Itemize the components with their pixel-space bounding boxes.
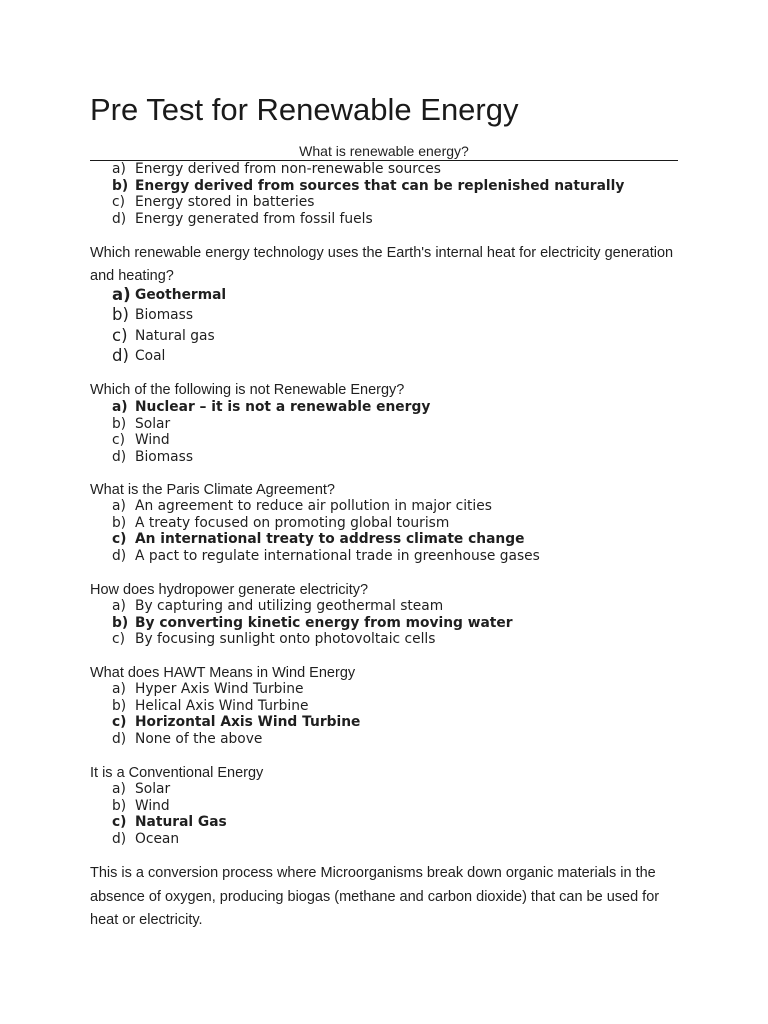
option-letter: c) xyxy=(112,814,127,831)
option-letter: c) xyxy=(112,631,125,648)
option-letter: b) xyxy=(112,614,129,631)
option-letter: a) xyxy=(112,498,126,514)
option-text: Biomass xyxy=(135,448,194,465)
option-text: Energy derived from sources that can be replenished naturally xyxy=(135,177,625,194)
option-text: Helical Axis Wind Turbine xyxy=(135,697,309,714)
option-letter: a) xyxy=(112,399,128,415)
option-text: Natural Gas xyxy=(135,814,227,831)
option-text: By focusing sunlight onto photovoltaic cells xyxy=(135,631,436,648)
question-3-text: Which of the following is not Renewable Energy? xyxy=(90,382,405,398)
option-text: Energy stored in batteries xyxy=(135,194,315,211)
option-text: Natural gas xyxy=(135,327,215,344)
page-title: Pre Test for Renewable Energy xyxy=(90,92,519,127)
question-2-text: Which renewable energy technology uses the Earth's internal heat for electricity generation and heating? xyxy=(90,245,674,284)
option-letter: b) xyxy=(112,415,127,432)
option-letter: a) xyxy=(112,161,126,177)
option-text: Wind xyxy=(135,432,170,449)
option-letter: d) xyxy=(112,830,127,847)
option-letter: b) xyxy=(112,177,129,194)
option-letter: d) xyxy=(112,730,127,747)
option-text: Horizontal Axis Wind Turbine xyxy=(135,714,361,731)
option-letter: c) xyxy=(112,531,127,548)
option-text: Ocean xyxy=(135,830,180,847)
option-letter: d) xyxy=(112,448,127,465)
option-letter: c) xyxy=(112,194,125,211)
final-paragraph: This is a conversion process where Microorganisms break down organic materials in the absence of oxygen, producing biogas (methane and carbon dioxide) that can be used for heat or electricity. xyxy=(90,865,660,928)
option-letter: d) xyxy=(112,345,129,365)
option-letter: b) xyxy=(112,514,127,531)
option-text: By capturing and utilizing geothermal steam xyxy=(135,598,444,614)
option-letter: c) xyxy=(112,325,128,345)
option-text: A pact to regulate international trade in greenhouse gases xyxy=(135,547,540,564)
option-text: Wind xyxy=(135,797,170,814)
option-letter: a) xyxy=(112,285,131,304)
option-text: Solar xyxy=(135,415,171,432)
option-letter: b) xyxy=(112,697,127,714)
option-text: Nuclear – it is not a renewable energy xyxy=(135,399,431,415)
option-letter: a) xyxy=(112,598,126,614)
option-letter: b) xyxy=(112,305,129,325)
question-6-text: What does HAWT Means in Wind Energy xyxy=(90,665,356,681)
option-letter: d) xyxy=(112,547,127,564)
option-text: Energy generated from fossil fuels xyxy=(135,210,373,227)
option-text: Biomass xyxy=(135,307,194,324)
option-letter: a) xyxy=(112,681,126,697)
question-7-text: It is a Conventional Energy xyxy=(90,765,264,781)
option-letter: c) xyxy=(112,714,127,731)
option-letter: a) xyxy=(112,781,126,797)
option-text: A treaty focused on promoting global tourism xyxy=(135,514,450,531)
option-text: None of the above xyxy=(135,730,263,747)
question-1-text: What is renewable energy? xyxy=(90,143,678,161)
question-5-text: How does hydropower generate electricity? xyxy=(90,582,369,598)
option-text: Solar xyxy=(135,781,171,797)
option-letter: c) xyxy=(112,432,125,449)
option-letter: d) xyxy=(112,210,127,227)
question-4-text: What is the Paris Climate Agreement? xyxy=(90,482,335,498)
option-text: Hyper Axis Wind Turbine xyxy=(135,681,304,697)
option-text: Energy derived from non-renewable sources xyxy=(135,161,441,177)
option-text: By converting kinetic energy from moving water xyxy=(135,614,513,631)
option-letter: b) xyxy=(112,797,127,814)
option-text: Geothermal xyxy=(135,287,227,303)
option-text: An international treaty to address climate change xyxy=(135,531,525,548)
option-text: Coal xyxy=(135,347,166,364)
option-text: An agreement to reduce air pollution in major cities xyxy=(135,498,492,514)
